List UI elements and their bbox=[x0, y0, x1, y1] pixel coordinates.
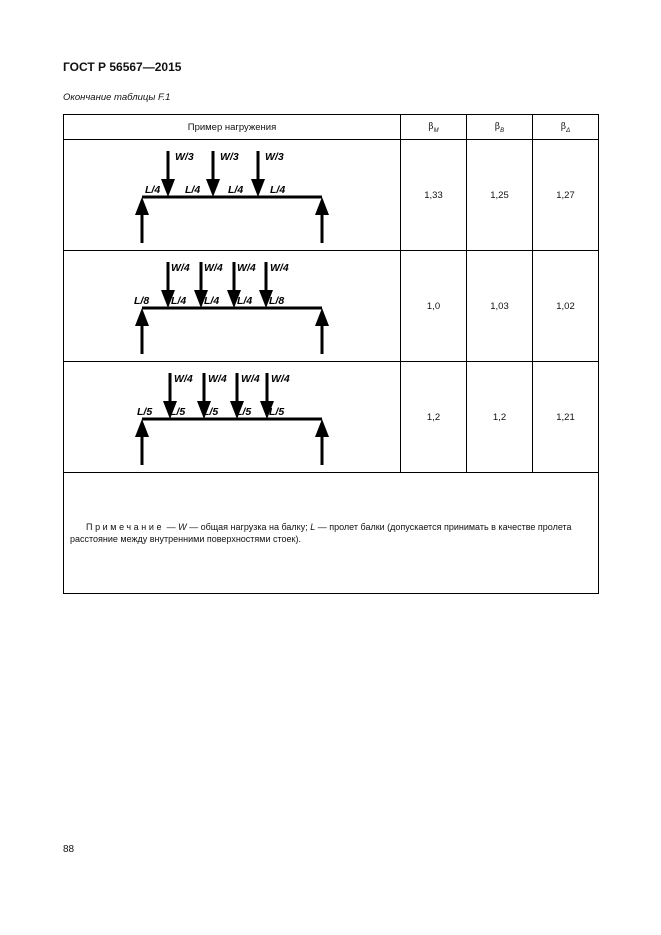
table-row bbox=[64, 362, 599, 473]
note-w-symbol: W bbox=[178, 522, 187, 532]
document-id: ГОСТ Р 56567—2015 bbox=[63, 60, 182, 74]
beta-m-subscript: M bbox=[433, 127, 439, 134]
beta-m-value: 1,0 bbox=[401, 251, 467, 362]
table-row bbox=[64, 251, 599, 362]
beta-d-subscript: Δ bbox=[566, 127, 571, 134]
support-arrow-right bbox=[315, 197, 329, 243]
table-header-row bbox=[64, 115, 599, 140]
beta-d-value: 1,02 bbox=[533, 251, 599, 362]
beam-diagram-quarter-point bbox=[132, 254, 332, 358]
span-label: L/5 bbox=[203, 406, 219, 418]
table-note-row bbox=[64, 473, 599, 594]
support-arrow-left bbox=[135, 197, 149, 243]
beta-b-value: 1,25 bbox=[467, 140, 533, 251]
loading-diagram-cell bbox=[64, 140, 401, 251]
span-label: L/4 bbox=[204, 295, 220, 307]
beta-d-value: 1,27 bbox=[533, 140, 599, 251]
beta-d-value: 1,21 bbox=[533, 362, 599, 473]
span-label: L/5 bbox=[269, 406, 285, 418]
support-arrow-right bbox=[315, 419, 329, 465]
load-label: W/4 bbox=[271, 373, 290, 385]
load-arrow bbox=[251, 151, 265, 197]
support-arrow-left bbox=[135, 419, 149, 465]
beta-b-value: 1,2 bbox=[467, 362, 533, 473]
beam-diagram-third-point bbox=[132, 143, 332, 247]
load-label: W/4 bbox=[270, 262, 289, 274]
header-beta-m bbox=[401, 115, 467, 140]
span-label: L/4 bbox=[228, 184, 244, 196]
load-arrow bbox=[206, 151, 220, 197]
load-label: W/4 bbox=[204, 262, 223, 274]
header-beta-b bbox=[467, 115, 533, 140]
span-label: L/5 bbox=[137, 406, 153, 418]
beta-symbol: β bbox=[428, 121, 434, 132]
span-label: L/4 bbox=[237, 295, 253, 307]
header-beta-d bbox=[533, 115, 599, 140]
load-label: W/4 bbox=[241, 373, 260, 385]
note-dash: — bbox=[164, 522, 179, 532]
header-loading-example: Пример нагружения bbox=[64, 115, 401, 140]
beam-diagram-fifth-point bbox=[132, 365, 332, 469]
span-label: L/8 bbox=[269, 295, 285, 307]
note-label: Примечание bbox=[86, 522, 165, 532]
load-label: W/3 bbox=[175, 151, 194, 163]
beta-b-value: 1,03 bbox=[467, 251, 533, 362]
table-row bbox=[64, 140, 599, 251]
load-label: W/3 bbox=[265, 151, 284, 163]
table-note bbox=[64, 473, 599, 594]
load-label: W/4 bbox=[208, 373, 227, 385]
beta-symbol: β bbox=[494, 121, 501, 132]
span-label: L/5 bbox=[236, 406, 252, 418]
load-label: W/3 bbox=[220, 151, 239, 163]
span-label: L/4 bbox=[270, 184, 286, 196]
span-label: L/4 bbox=[171, 295, 187, 307]
page-number: 88 bbox=[63, 844, 75, 855]
beta-m-value: 1,33 bbox=[401, 140, 467, 251]
table-caption: Окончание таблицы F.1 bbox=[63, 92, 171, 103]
load-label: W/4 bbox=[171, 262, 190, 274]
note-text-2: — пролет балки (допускается принимать в качестве пролета расстояние между внутренними поверхностями стоек). bbox=[70, 522, 572, 544]
span-label: L/4 bbox=[185, 184, 201, 196]
beta-m-value: 1,2 bbox=[401, 362, 467, 473]
loading-diagram-cell bbox=[64, 251, 401, 362]
support-arrow-right bbox=[315, 308, 329, 354]
load-label: W/4 bbox=[237, 262, 256, 274]
span-label: L/4 bbox=[145, 184, 161, 196]
note-l-symbol: L bbox=[310, 522, 316, 532]
beta-b-subscript: B bbox=[500, 127, 505, 134]
loading-table bbox=[63, 114, 599, 594]
load-label: W/4 bbox=[174, 373, 193, 385]
load-arrow bbox=[161, 151, 175, 197]
loading-diagram-cell bbox=[64, 362, 401, 473]
note-text-1: — общая нагрузка на балку; bbox=[186, 522, 311, 532]
span-label: L/8 bbox=[134, 295, 150, 307]
support-arrow-left bbox=[135, 308, 149, 354]
span-label: L/5 bbox=[170, 406, 186, 418]
beta-symbol: β bbox=[560, 121, 567, 132]
